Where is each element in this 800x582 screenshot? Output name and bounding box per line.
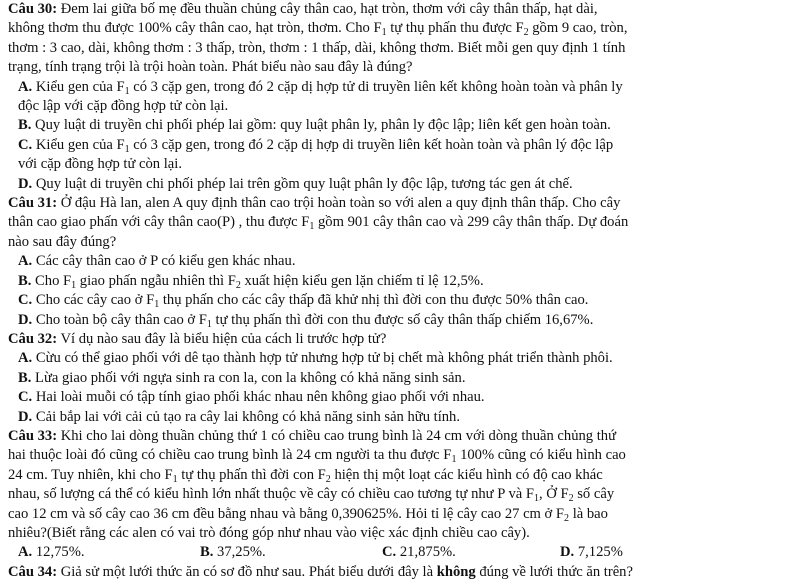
question-text: , Ở F (539, 486, 569, 503)
option-text: Lừa giao phối với ngựa sinh ra con la, con la không có khả năng sinh sản. (31, 369, 466, 386)
option-d[interactable] (8, 311, 792, 330)
subscript: 1 (206, 318, 212, 330)
option-c[interactable] (8, 291, 792, 310)
option-d[interactable] (8, 175, 792, 194)
question-text: Khi cho lai dòng thuần chủng thứ 1 có chiều cao trung bình là 24 cm với dòng thuần chủng thứ (57, 427, 617, 444)
option-label: A. (18, 253, 33, 270)
option-text: Cho F (31, 272, 72, 289)
option-text: giao phấn ngẫu nhiên thì F (76, 272, 236, 289)
option-a[interactable] (8, 78, 792, 97)
option-text: Quy luật di truyền chi phối phép lai trên gồm quy luật phân ly độc lập, tương tác gen át chế. (32, 175, 573, 192)
option-label: A. (18, 544, 33, 561)
subscript: 1 (71, 279, 77, 291)
option-b[interactable] (8, 272, 792, 291)
question-label: Câu 33: (8, 427, 58, 444)
question-text: Ví dụ nào sau đây là biểu hiện của cách li trước hợp tử? (57, 330, 387, 347)
option-label: C. (18, 136, 33, 153)
question-text: nhiêu?(Biết rằng các alen có vai trò đóng góp như nhau vào việc xác định chiều cao cây). (8, 524, 530, 541)
question-text: hai thuộc loài đó cũng có chiều cao trung bình là 24 cm người ta thu được F (8, 447, 452, 464)
option-label: D. (18, 408, 33, 425)
option-text: với cặp đồng hợp tử còn lại. (18, 156, 182, 173)
option-d[interactable] (8, 408, 792, 427)
option-label: D. (18, 175, 33, 192)
subscript: 2 (568, 493, 574, 505)
subscript: 1 (124, 143, 130, 155)
question-text: Giả sử một lưới thức ăn có sơ đồ như sau. Phát biểu dưới đây là (57, 563, 437, 580)
option-b[interactable] (8, 369, 792, 388)
option-text: độc lập với cặp đồng hợp tử còn lại. (18, 98, 229, 115)
option-label: B. (200, 544, 214, 561)
question-text: thơm : 3 cao, dài, không thơm : 3 thấp, tròn, thơm : 1 thấp, dài, không thơm. Biết mỗi gen quy định 1 tính (8, 39, 626, 56)
subscript: 1 (154, 299, 160, 311)
subscript: 1 (534, 493, 539, 505)
question-30 (8, 0, 792, 194)
option-text: Cho toàn bộ cây thân cao ở F (32, 311, 207, 328)
option-a[interactable] (8, 349, 792, 368)
option-a[interactable] (8, 252, 792, 271)
subscript: 1 (172, 473, 178, 485)
question-text: cao 12 cm và số cây cao 36 cm đều bằng nhau và bằng 0,390625%. Hỏi tỉ lệ cây cao 27 cm ở F (8, 505, 565, 522)
option-c[interactable] (8, 388, 792, 407)
question-text: nhau, số lượng cá thể có kiểu hình lớn nhất thuộc về cây có chiều cao tương tự như P và F (8, 486, 534, 503)
option-text: có 3 cặp gen, trong đó 2 cặp dị hợp tử di truyền liên kết không hoàn toàn và phân ly (129, 78, 623, 95)
option-text: tự thụ phấn thì đời con thu được số cây thân thấp chiếm 16,67%. (211, 311, 594, 328)
question-text: tự thụ phấn thu được F (386, 20, 524, 37)
question-text: 24 cm. Tuy nhiên, khi cho F (8, 466, 173, 483)
question-text: gồm 9 cao, tròn, (528, 20, 628, 37)
option-label: C. (18, 389, 33, 406)
question-text: gồm 901 cây thân cao và 299 cây thân thấp. Dự đoán (314, 214, 629, 231)
question-31 (8, 194, 792, 330)
question-text: Ở đậu Hà lan, alen A quy định thân cao trội hoàn toàn so với alen a quy định thân thấp. Cho cây (57, 195, 621, 212)
question-label: Câu 34: (8, 563, 58, 580)
subscript: 1 (309, 221, 315, 233)
option-label: C. (18, 292, 33, 309)
subscript: 1 (381, 27, 387, 39)
question-text: hiện thị một loạt các kiểu hình có độ cao khác (330, 466, 603, 483)
option-text: Hai loài muỗi có tập tính giao phối khác nhau nên không giao phối với nhau. (32, 389, 485, 406)
option-text: thụ phấn cho các cây thấp đã khử nhị thì đời con thu được 50% thân cao. (159, 292, 589, 309)
subscript: 1 (124, 85, 130, 97)
question-label: Câu 31: (8, 195, 58, 212)
option-c[interactable] (8, 136, 792, 155)
option-label: D. (18, 311, 33, 328)
question-text: nào sau đây đúng? (8, 233, 117, 250)
option-label: B. (18, 369, 32, 386)
option-text: 21,875%. (396, 544, 456, 561)
option-label: A. (18, 78, 33, 95)
subscript: 2 (235, 279, 241, 291)
option-text: xuất hiện kiểu gen lặn chiếm tỉ lệ 12,5%. (240, 272, 484, 289)
option-label: A. (18, 350, 33, 367)
question-text: số cây (573, 486, 615, 503)
option-text: Kiểu gen của F (32, 136, 125, 153)
option-label: B. (18, 272, 32, 289)
question-text: là bao (569, 505, 608, 522)
question-label: Câu 30: (8, 1, 58, 17)
option-text: 12,75%. (32, 544, 85, 561)
question-text: Đem lai giữa bố mẹ đều thuần chủng cây thân cao, hạt tròn, thơm với cây thân thấp, hạt dài, (57, 1, 598, 17)
option-text: 7,125% (574, 544, 623, 561)
question-text: đúng về lưới thức ăn trên? (475, 563, 633, 580)
option-label: D. (560, 544, 575, 561)
subscript: 2 (523, 27, 529, 39)
emphasis-text: không (436, 563, 476, 580)
question-text: trạng, tính trạng trội là trội hoàn toàn. Phát biểu nào sau đây là đúng? (8, 59, 413, 76)
option-text: Cừu có thể giao phối với dê tạo thành hợp tử nhưng hợp tử bị chết mà không phát triển thành phôi. (32, 350, 613, 367)
option-text: Cho các cây cao ở F (32, 292, 155, 309)
question-text: tự thụ phấn thì đời con F (177, 466, 326, 483)
question-33 (8, 427, 792, 563)
option-text: Quy luật di truyền chi phối phép lai gồm: quy luật phân ly, phân ly độc lập; liên kết gen hoàn toàn. (31, 117, 611, 134)
question-34 (8, 563, 792, 582)
subscript: 2 (564, 512, 570, 524)
question-text: không thơm thu được 100% cây thân cao, hạt tròn, thơm. Cho F (8, 20, 382, 37)
question-text: thân cao giao phấn với cây thân cao(P) , thu được F (8, 214, 310, 231)
option-text: Các cây thân cao ở P có kiểu gen khác nhau. (32, 253, 296, 270)
question-32 (8, 330, 792, 427)
subscript: 2 (325, 473, 331, 485)
option-text: có 3 cặp gen, trong đó 2 cặp dị hợp di truyền liên kết hoàn toàn và phân lý độc lập (129, 136, 614, 153)
option-text: Kiểu gen của F (32, 78, 125, 95)
subscript: 1 (451, 454, 457, 466)
option-text: Cải bắp lai với cải củ tạo ra cây lai không có khả năng sinh sản hữu tính. (32, 408, 460, 425)
option-label: C. (382, 544, 397, 561)
option-label: B. (18, 117, 32, 134)
option-text: 37,25%. (213, 544, 266, 561)
option-b[interactable] (8, 116, 792, 135)
question-label: Câu 32: (8, 330, 58, 347)
question-text: 100% cũng có kiểu hình cao (456, 447, 626, 464)
